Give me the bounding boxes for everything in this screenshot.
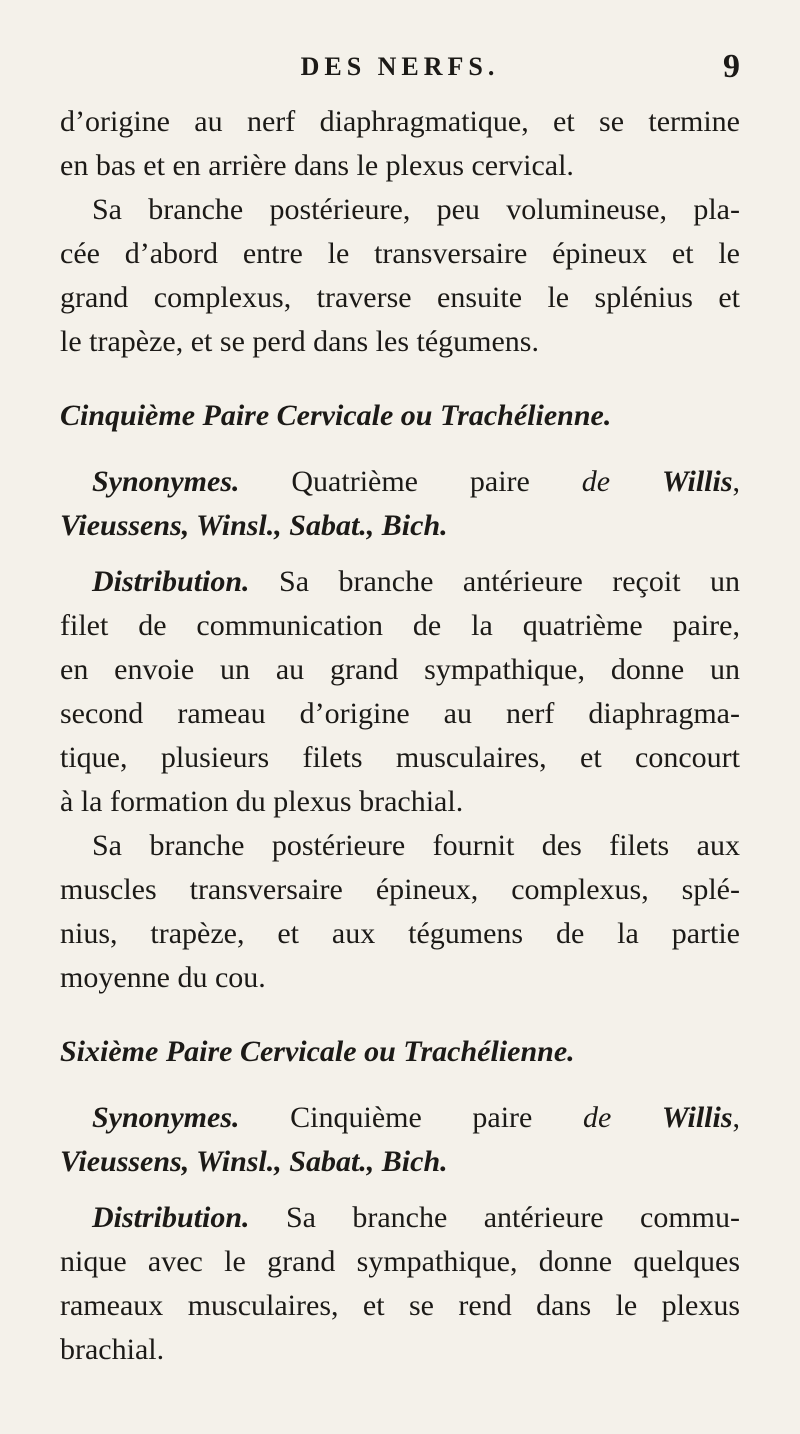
synonyms-author: Willis: [661, 1101, 733, 1134]
distribution-first-line: [60, 560, 740, 604]
synonyms-fifth-pair: [60, 460, 740, 548]
synonyms-author: Willis: [661, 465, 733, 498]
synonyms-text: Cinquième paire: [239, 1101, 583, 1134]
text-line: grand complexus, traverse ensuite le splénius et: [60, 281, 740, 314]
distribution-label: Distribution.: [92, 1201, 250, 1234]
synonyms-line: [60, 460, 740, 504]
text-line: nique avec le grand sympathique, donne quelques: [60, 1245, 740, 1278]
text-line: muscles transversaire épineux, complexus, splé-: [60, 873, 740, 906]
synonyms-sep: ,: [732, 465, 741, 498]
synonyms-label: Synonymes.: [92, 465, 240, 498]
synonyms-sep: ,: [732, 1101, 740, 1134]
section-heading-fifth-pair: Cinquième Paire Cervicale ou Trachélienne.: [60, 399, 612, 432]
page-number: 9: [723, 48, 740, 85]
text-line: cée d’abord entre le transversaire épineux et le: [60, 237, 740, 270]
text-line: rameaux musculaires, et se rend dans le plexus: [60, 1289, 740, 1322]
running-title: DES NERFS.: [300, 52, 500, 81]
synonyms-text: Quatrième paire: [239, 465, 582, 498]
text-line: en bas et en arrière dans le plexus cervical.: [60, 149, 574, 182]
text-line: nius, trapèze, et aux tégumens de la partie: [60, 917, 740, 950]
text-line: Sa branche postérieure fournit des filets aux: [92, 829, 740, 862]
text-line: en envoie un au grand sympathique, donne un: [60, 653, 740, 686]
synonyms-de: de: [581, 465, 611, 498]
page-body: [60, 100, 740, 1372]
distribution-label: Distribution.: [92, 565, 250, 598]
distribution-text: Sa branche antérieure commu-: [249, 1201, 740, 1234]
synonyms-authors-line: Vieussens, Winsl., Sabat., Bich.: [60, 509, 448, 542]
synonyms-label: Synonymes.: [92, 1101, 240, 1134]
text-line: moyenne du cou.: [60, 961, 266, 994]
text-line: à la formation du plexus brachial.: [60, 785, 464, 818]
text-line: tique, plusieurs filets musculaires, et concourt: [60, 741, 740, 774]
text-line: le trapèze, et se perd dans les tégumens.: [60, 325, 539, 358]
paragraph-posterior-branch: [60, 188, 740, 364]
text-line: Sa branche postérieure, peu volumineuse, pla-: [92, 193, 740, 226]
text-line: d’origine au nerf diaphragmatique, et se termine: [60, 105, 740, 138]
running-head: [60, 48, 740, 88]
distribution-sixth-pair: [60, 1196, 740, 1372]
synonyms-sixth-pair: [60, 1096, 740, 1184]
distribution-fifth-pair: [60, 560, 740, 824]
text-line: filet de communication de la quatrième paire,: [60, 609, 740, 642]
text-line: second rameau d’origine au nerf diaphragma-: [60, 697, 740, 730]
paragraph-continuation: [60, 100, 740, 188]
distribution-first-line: [60, 1196, 740, 1240]
synonyms-authors-line: Vieussens, Winsl., Sabat., Bich.: [60, 1145, 448, 1178]
section-heading-sixth-pair: Sixième Paire Cervicale ou Trachélienne.: [60, 1035, 575, 1068]
synonyms-line: [60, 1096, 740, 1140]
paragraph-fifth-posterior: [60, 824, 740, 1000]
synonyms-de: de: [582, 1101, 612, 1134]
distribution-text: Sa branche antérieure reçoit un: [249, 565, 740, 598]
text-line: brachial.: [60, 1333, 165, 1366]
